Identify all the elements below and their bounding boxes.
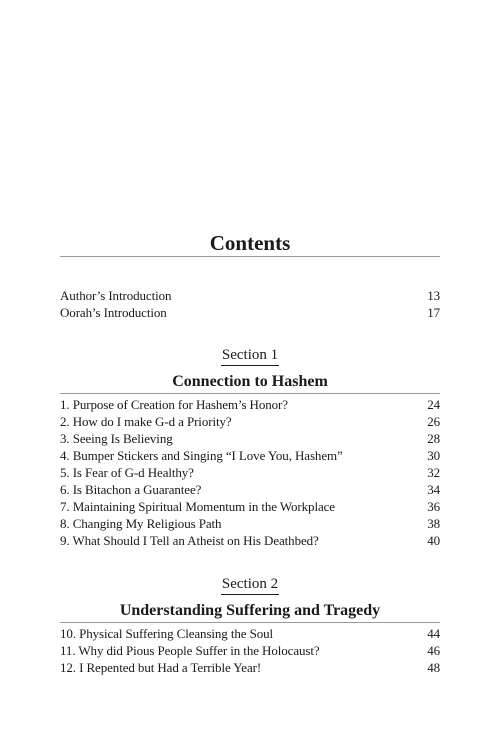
toc-entry-oorahs-introduction[interactable] (60, 304, 440, 321)
title-divider (60, 256, 440, 257)
section-2-divider (60, 622, 440, 623)
toc-entry-label: 8. Changing My Religious Path (60, 516, 222, 531)
toc-entry[interactable] (60, 498, 440, 515)
toc-entry[interactable] (60, 481, 440, 498)
toc-entry-label: Author’s Introduction (60, 288, 172, 303)
toc-entry-label: 1. Purpose of Creation for Hashem’s Honor? (60, 397, 288, 412)
toc-entry-page: 36 (427, 499, 440, 514)
section-1-label: Section 1 (150, 346, 350, 366)
toc-entry-label: 6. Is Bitachon a Guarantee? (60, 482, 202, 497)
toc-entry[interactable] (60, 464, 440, 481)
toc-entry-label: 12. I Repented but Had a Terrible Year! (60, 660, 262, 675)
section-2-title: Understanding Suffering and Tragedy (119, 602, 381, 619)
toc-entry-page: 28 (427, 431, 440, 446)
section-1-title: Connection to Hashem (172, 373, 328, 390)
toc-entry-page: 38 (427, 516, 440, 531)
toc-entry-label: 10. Physical Suffering Cleansing the Soul (60, 626, 274, 641)
toc-entry[interactable] (60, 642, 440, 659)
toc-entry-label: 9. What Should I Tell an Atheist on His Deathbed? (60, 533, 319, 548)
section-1-divider (60, 393, 440, 394)
section-2-label: Section 2 (150, 575, 350, 595)
toc-entry-page: 26 (427, 414, 440, 429)
toc-entry-page: 17 (427, 305, 440, 320)
toc-entry[interactable] (60, 625, 440, 642)
toc-entry[interactable] (60, 430, 440, 447)
toc-entry[interactable] (60, 532, 440, 549)
toc-entry-page: 46 (427, 643, 440, 658)
toc-entry-label: 3. Seeing Is Believing (60, 431, 173, 446)
toc-entry-label: 11. Why did Pious People Suffer in the Holocaust? (60, 643, 320, 658)
toc-entry-page: 24 (427, 397, 440, 412)
toc-entry[interactable] (60, 659, 440, 676)
toc-entry-label: 7. Maintaining Spiritual Momentum in the Workplace (60, 499, 335, 514)
toc-entry-page: 44 (427, 626, 440, 641)
toc-entry-page: 40 (427, 533, 440, 548)
toc-entry-label: Oorah’s Introduction (60, 305, 167, 320)
toc-entry[interactable] (60, 447, 440, 464)
toc-entry-label: 2. How do I make G-d a Priority? (60, 414, 232, 429)
toc-entry-authors-introduction[interactable] (60, 287, 440, 304)
toc-entry-page: 13 (427, 288, 440, 303)
toc-entry-label: 4. Bumper Stickers and Singing “I Love You, Hashem” (60, 448, 343, 463)
toc-entry-page: 30 (427, 448, 440, 463)
toc-entry-page: 34 (427, 482, 440, 497)
toc-entry-label: 5. Is Fear of G-d Healthy? (60, 465, 194, 480)
toc-entry[interactable] (60, 515, 440, 532)
toc-entry-page: 48 (427, 660, 440, 675)
page-title: Contents (209, 231, 291, 255)
toc-entry[interactable] (60, 413, 440, 430)
toc-entry[interactable] (60, 396, 440, 413)
toc-entry-page: 32 (427, 465, 440, 480)
